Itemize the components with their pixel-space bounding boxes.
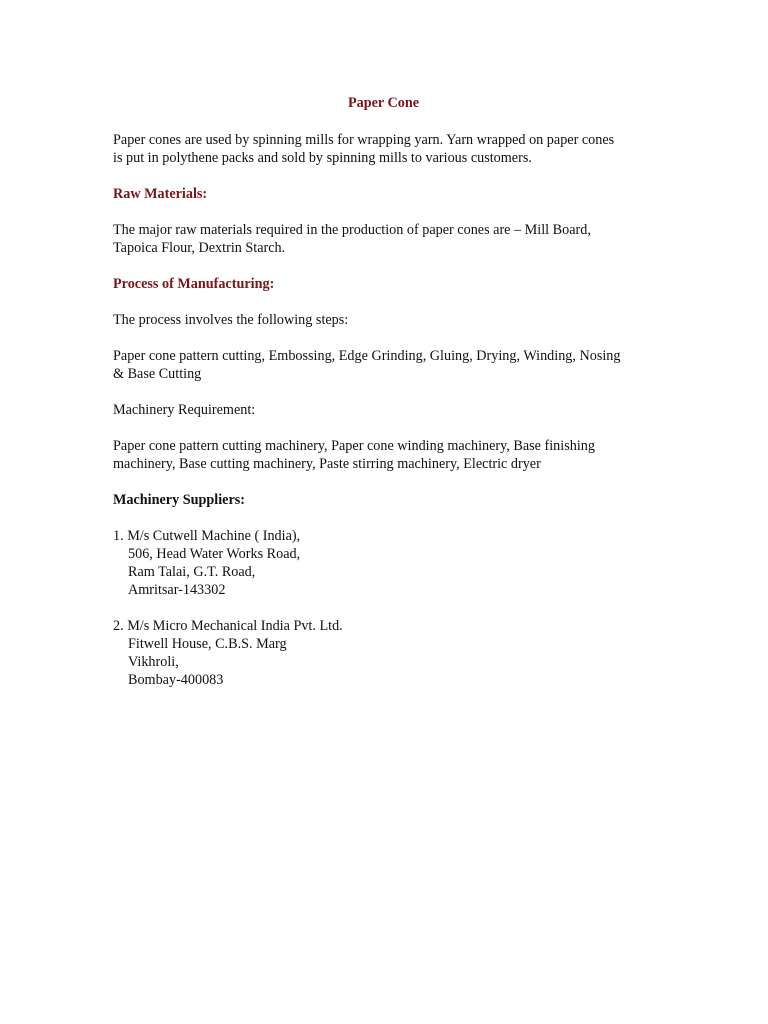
document-page [113, 94, 654, 689]
suppliers-heading: Machinery Suppliers: [113, 492, 246, 508]
raw-materials-line-1: The major raw materials required in the production of paper cones are – Mill Board, [113, 222, 591, 238]
supplier-1 [113, 527, 654, 599]
supplier-2-address-line-3: Bombay-400083 [128, 672, 224, 688]
supplier-2-name: 2. M/s Micro Mechanical India Pvt. Ltd. [113, 618, 343, 634]
process-intro: The process involves the following steps: [113, 312, 349, 328]
supplier-1-address-line-2: Ram Talai, G.T. Road, [128, 564, 256, 580]
supplier-1-address-line-3: Amritsar-143302 [128, 582, 226, 598]
process-heading: Process of Manufacturing: [113, 276, 275, 292]
machinery-requirement-line-2: machinery, Base cutting machinery, Paste stirring machinery, Electric dryer [113, 456, 541, 472]
intro-line-2: is put in polythene packs and sold by spinning mills to various customers. [113, 150, 532, 166]
page-title: Paper Cone [347, 95, 420, 111]
raw-materials-heading: Raw Materials: [113, 186, 208, 202]
supplier-2-address-line-1: Fitwell House, C.B.S. Marg [128, 636, 287, 652]
supplier-1-name: 1. M/s Cutwell Machine ( India), [113, 528, 301, 544]
machinery-requirement-label: Machinery Requirement: [113, 402, 256, 418]
intro-line-1: Paper cones are used by spinning mills for wrapping yarn. Yarn wrapped on paper cones [113, 132, 615, 148]
raw-materials-line-2: Tapoica Flour, Dextrin Starch. [113, 240, 286, 256]
supplier-2 [113, 617, 654, 689]
process-steps-line-1: Paper cone pattern cutting, Embossing, Edge Grinding, Gluing, Drying, Winding, Nosing [113, 348, 621, 364]
supplier-1-address-line-1: 506, Head Water Works Road, [128, 546, 301, 562]
process-steps-line-2: & Base Cutting [113, 366, 202, 382]
supplier-2-address-line-2: Vikhroli, [128, 654, 179, 670]
machinery-requirement-line-1: Paper cone pattern cutting machinery, Paper cone winding machinery, Base finishing [113, 438, 595, 454]
